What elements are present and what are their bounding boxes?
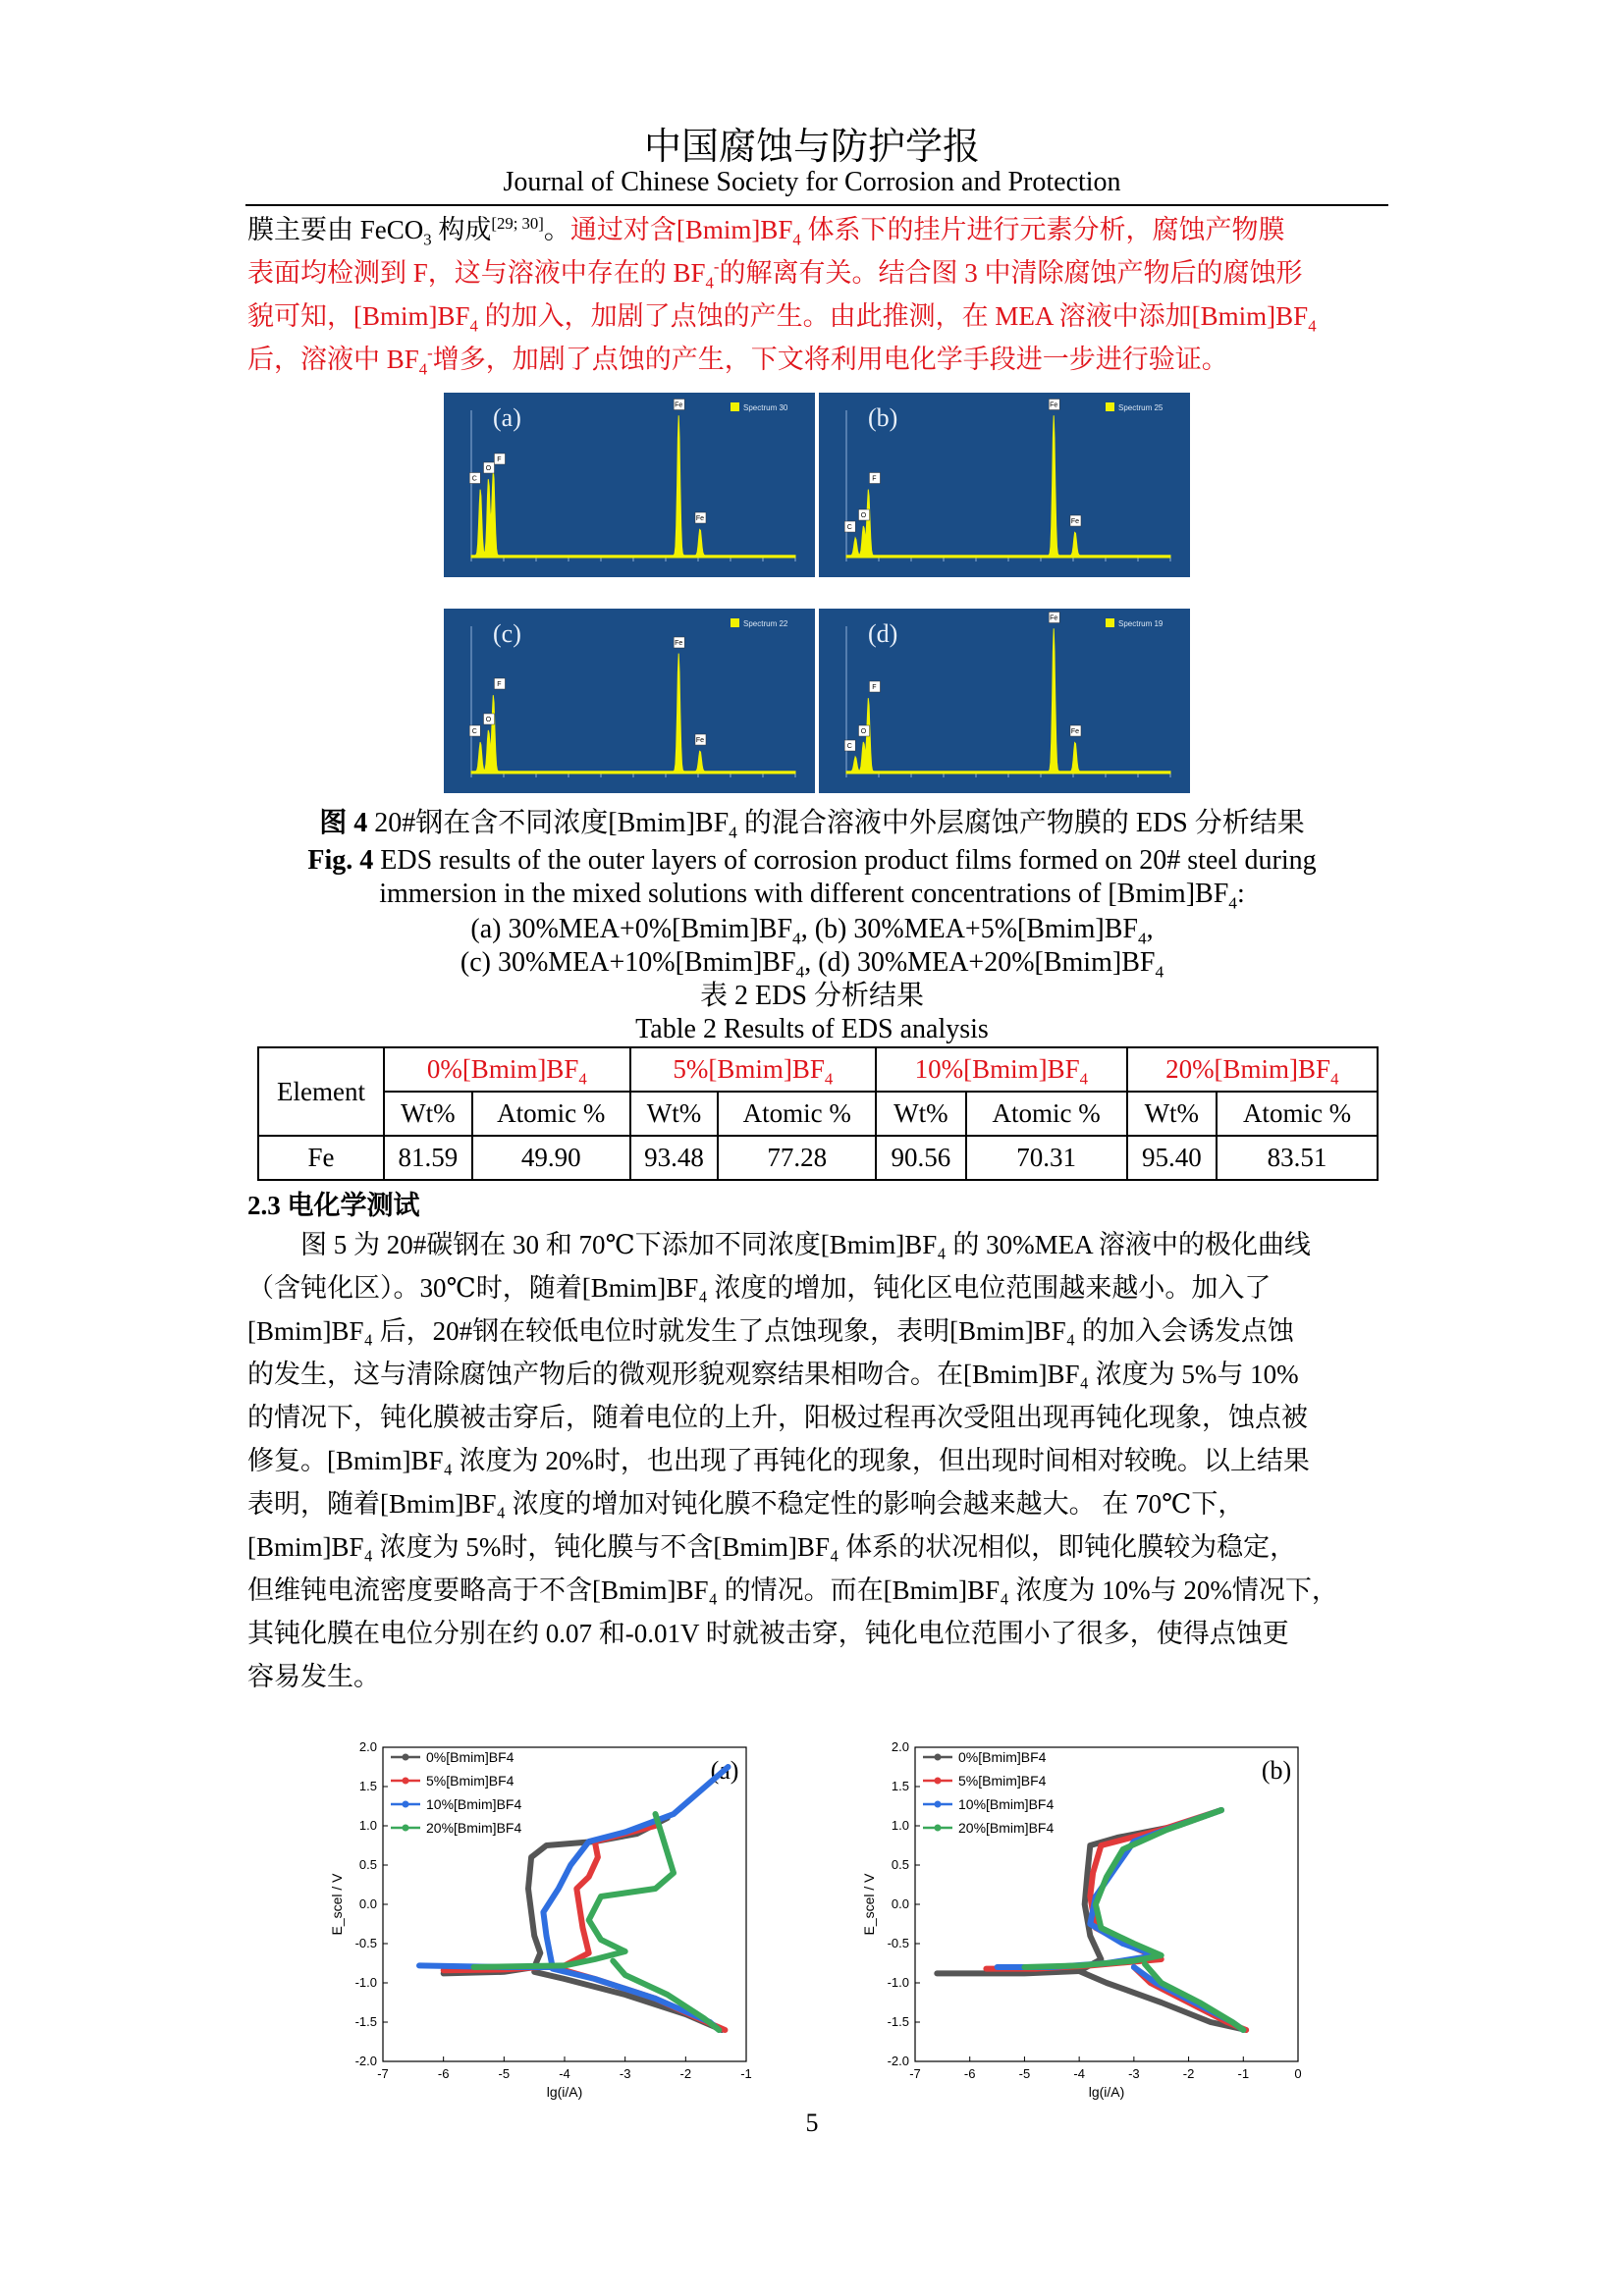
table2-title-en: Table 2 Results of EDS analysis (635, 1014, 989, 1044)
fig4-caption-cn: 图 4 20#钢在含不同浓度$[Bmim]BF_4$ 的混合溶液中外层腐蚀产物膜的 EDS 分析结果 (319, 808, 1305, 842)
eds-peak-label: O (860, 728, 867, 735)
fig4-caption-en-4: (c) $30\%MEA+10\%[Bmim]BF_4$, (d) $30\%MEA+20\%[Bmim]BF_4$ (460, 947, 1164, 982)
eds-peak-label: F (872, 475, 877, 483)
y-tick-label: 2.0 (891, 1739, 909, 1754)
eds-spectrum-trace (471, 654, 795, 774)
x-tick-label: -7 (377, 2066, 389, 2081)
legend-marker (403, 1754, 409, 1761)
legend-marker (403, 1778, 409, 1785)
sub-header: Wt% (1127, 1092, 1218, 1136)
y-tick-label: 1.0 (891, 1818, 909, 1833)
eds-peak-label: Fe (695, 737, 705, 744)
legend-marker (935, 1801, 942, 1808)
element-header: Element (258, 1047, 384, 1136)
group-header: $20\%[Bmim]BF_4$ (1127, 1047, 1378, 1092)
eds-panel-label: (a) (493, 403, 521, 432)
x-tick-label: -4 (559, 2066, 570, 2081)
y-axis-label: E_scel / V (329, 1873, 345, 1936)
eds-peak-label: F (497, 681, 502, 688)
x-tick-label: -5 (498, 2066, 511, 2081)
eds-spectrum (819, 609, 1190, 793)
eds-legend-swatch (731, 618, 739, 627)
series-anodic-line (474, 1814, 675, 1967)
body-line: 容易发生。 (247, 1662, 380, 1691)
x-tick-label: -2 (679, 2066, 692, 2081)
eds-spectrum-trace (846, 415, 1170, 558)
body-paragraph (247, 1223, 1388, 1698)
sub-header: Wt% (384, 1092, 472, 1136)
y-tick-label: 2.0 (358, 1739, 377, 1754)
legend-marker (935, 1754, 942, 1761)
eds-spectrum (819, 393, 1190, 577)
eds-peak-label: Fe (675, 401, 683, 409)
polarization-chart-a (314, 1718, 766, 2110)
table-cell: 49.90 (472, 1136, 630, 1180)
x-tick-label: -4 (1073, 2066, 1085, 2081)
body-line: [Bmim]BF₄ 浓度为 5%时，钝化膜与不含[Bmim]BF₄ 体系的状况相似，即钝化膜较为稳定， (247, 1532, 1297, 1562)
section-heading: 2.3 电化学测试 (247, 1191, 420, 1220)
x-tick-label: -5 (1018, 2066, 1031, 2081)
sub-header: Wt% (630, 1092, 719, 1136)
table-cell: 83.51 (1217, 1136, 1378, 1180)
eds-peak-label: C (846, 524, 852, 531)
legend-label: 10%[Bmim]BF4 (958, 1796, 1055, 1812)
table-cell: 70.31 (966, 1136, 1127, 1180)
eds-panel-b (819, 393, 1190, 577)
x-tick-label: -2 (1182, 2066, 1195, 2081)
body-line: 的情况下，钝化膜被击穿后，随着电位的上升，阳极过程再次受阻出现再钝化现象，蚀点被 (247, 1403, 1308, 1432)
eds-peak-label: Fe (675, 640, 683, 647)
body-line: 修复。[Bmim]BF₄ 浓度为 20%时，也出现了再钝化的现象，但出现时间相对较晚。以上结果 (247, 1446, 1310, 1475)
eds-legend-swatch (731, 402, 739, 411)
eds-spectrum-trace (846, 628, 1170, 774)
y-tick-label: -2.0 (887, 2054, 909, 2068)
y-tick-label: -2.0 (354, 2054, 377, 2068)
eds-panel-label: (d) (868, 619, 898, 648)
panel-label: (b) (1261, 1756, 1292, 1785)
y-tick-label: 0.5 (358, 1857, 377, 1872)
eds-panel-d (819, 609, 1190, 793)
body-line: 其钝化膜在电位分别在约 0.07 和-0.01V 时就被击穿，钝化电位范围小了很多，使得点蚀更 (247, 1619, 1289, 1648)
body-line: 图 5 为 20#碳钢在 30 和 70℃下添加不同浓度[Bmim]BF₄ 的 30%MEA 溶液中的极化曲线 (300, 1230, 1311, 1259)
body-line: 的发生，这与清除腐蚀产物后的微观形貌观察结果相吻合。在[Bmim]BF₄ 浓度为 5%与 10% (247, 1360, 1299, 1389)
para-line-1: 膜主要由 FeCO$_3$ 构成[29; 30]。通过对含$[Bmim]BF_4$ 体系下的挂片进行元素分析，腐蚀产物膜 (247, 214, 1285, 249)
sub-header: Atomic % (472, 1092, 630, 1136)
y-tick-label: 0.0 (891, 1896, 909, 1911)
legend-label: 5%[Bmim]BF4 (958, 1773, 1047, 1789)
eds-panel-label: (b) (868, 403, 898, 432)
fig4-caption-en-2: immersion in the mixed solutions with different concentrations of $[Bmim]BF_4$: (379, 879, 1245, 913)
table-cell: 90.56 (876, 1136, 966, 1180)
eds-legend-label: Spectrum 30 (743, 403, 788, 412)
eds-spectrum (444, 393, 815, 577)
legend-marker (403, 1825, 409, 1832)
eds-spectrum (444, 609, 815, 793)
y-tick-label: 1.5 (358, 1779, 377, 1793)
table-row (258, 1136, 1378, 1180)
eds-legend-swatch (1106, 402, 1114, 411)
eds-peak-label: O (860, 512, 867, 519)
x-tick-label: 0 (1294, 2066, 1302, 2081)
body-line: （含钝化区）。30℃时，随着[Bmim]BF₄ 浓度的增加，钝化区电位范围越来越小。加入了 (247, 1273, 1272, 1303)
x-tick-label: -6 (963, 2066, 976, 2081)
eds-peak-label: F (497, 456, 502, 463)
sub-header: Wt% (876, 1092, 966, 1136)
x-tick-label: -3 (619, 2066, 631, 2081)
fig4-caption-en-3: (a) $30\%MEA+0\%[Bmim]BF_4$, (b) $30\%MEA+5\%[Bmim]BF_4$, (470, 914, 1154, 948)
panel-label: (a) (710, 1756, 739, 1785)
x-tick-label: -3 (1128, 2066, 1140, 2081)
y-tick-label: 0.5 (891, 1857, 909, 1872)
x-axis-label: lg(i/A) (1088, 2084, 1125, 2100)
sub-header: Atomic % (1217, 1092, 1378, 1136)
legend-label: 0%[Bmim]BF4 (426, 1749, 514, 1765)
y-tick-label: -0.5 (887, 1936, 909, 1950)
eds-peak-label: Fe (1050, 614, 1058, 622)
y-tick-label: -1.5 (354, 2014, 377, 2029)
legend-label: 5%[Bmim]BF4 (426, 1773, 514, 1789)
group-header: $5\%[Bmim]BF_4$ (630, 1047, 877, 1092)
eds-peak-label: Fe (695, 515, 705, 522)
series-cathodic-line (1145, 1964, 1243, 2030)
para-line-3: 貌可知，$[Bmim]BF_4$ 的加入，加剧了点蚀的产生。由此推测，在 MEA 溶液中添加$[Bmim]BF_4$ (247, 301, 1317, 336)
eds-peak-label: Fe (1050, 401, 1058, 409)
y-tick-label: 0.0 (358, 1896, 377, 1911)
table-cell: 93.48 (630, 1136, 719, 1180)
eds-peak-label: C (471, 728, 477, 735)
group-header: $10\%[Bmim]BF_4$ (876, 1047, 1126, 1092)
eds-peak-label: O (485, 465, 492, 472)
eds-spectrum-trace (471, 415, 795, 558)
page-number: 5 (805, 2109, 819, 2137)
eds-peak-label: Fe (1070, 728, 1080, 735)
body-line: 表明，随着[Bmim]BF₄ 浓度的增加对钝化膜不稳定性的影响会越来越大。 在 70℃下， (247, 1489, 1245, 1519)
eds-peak-label: O (485, 717, 492, 723)
header-rule (245, 204, 1388, 206)
polarization-chart-b (846, 1718, 1318, 2110)
table-cell: 81.59 (384, 1136, 472, 1180)
y-tick-label: -0.5 (354, 1936, 377, 1950)
table2-title-cn: 表 2 EDS 分析结果 (700, 981, 924, 1011)
eds-peak-label: Fe (1070, 518, 1080, 525)
eds-peak-label: C (471, 475, 477, 483)
para-line-2: 表面均检测到 F，这与溶液中存在的 $BF_4^-$的解离有关。结合图 3 中清除腐蚀产物后的腐蚀形 (247, 257, 1303, 293)
y-tick-label: 1.0 (358, 1818, 377, 1833)
group-header: $0\%[Bmim]BF_4$ (384, 1047, 630, 1092)
y-tick-label: -1.5 (887, 2014, 909, 2029)
legend-marker (935, 1778, 942, 1785)
legend-label: 20%[Bmim]BF4 (426, 1820, 522, 1836)
x-tick-label: -6 (437, 2066, 450, 2081)
x-tick-label: -7 (909, 2066, 921, 2081)
body-line: [Bmim]BF₄ 后，20#钢在较低电位时就发生了点蚀现象，表明[Bmim]BF₄ 的加入会诱发点蚀 (247, 1316, 1294, 1346)
table-cell: 77.28 (718, 1136, 876, 1180)
legend-label: 0%[Bmim]BF4 (958, 1749, 1047, 1765)
fig4-caption-en-1: Fig. 4 EDS results of the outer layers of corrosion product films formed on 20# steel during (307, 845, 1317, 876)
x-tick-label: -1 (740, 2066, 752, 2081)
eds-panel-a (444, 393, 815, 577)
y-tick-label: -1.0 (354, 1975, 377, 1990)
legend-marker (403, 1801, 409, 1808)
y-tick-label: -1.0 (887, 1975, 909, 1990)
legend-marker (935, 1825, 942, 1832)
legend-label: 20%[Bmim]BF4 (958, 1820, 1055, 1836)
eds-panel-c (444, 609, 815, 793)
eds-peak-label: F (872, 684, 877, 691)
top-paragraph (247, 208, 1388, 381)
plot-frame (915, 1747, 1298, 2061)
eds-legend-label: Spectrum 19 (1118, 619, 1164, 628)
eds-table (257, 1046, 1379, 1181)
eds-legend-swatch (1106, 618, 1114, 627)
sub-header: Atomic % (718, 1092, 876, 1136)
row-label: Fe (258, 1136, 384, 1180)
x-tick-label: -1 (1237, 2066, 1250, 2081)
x-axis-label: lg(i/A) (546, 2084, 583, 2100)
sub-header: Atomic % (966, 1092, 1127, 1136)
table-cell: 95.40 (1127, 1136, 1218, 1180)
eds-legend-label: Spectrum 25 (1118, 403, 1164, 412)
para-line-4: 后，溶液中 $BF_4^-$增多，加剧了点蚀的产生，下文将利用电化学手段进一步进行验证。 (247, 344, 1228, 379)
y-axis-label: E_scel / V (861, 1873, 877, 1936)
series-cathodic-line (534, 1972, 722, 2030)
eds-peak-label: C (846, 743, 852, 750)
legend-label: 10%[Bmim]BF4 (426, 1796, 522, 1812)
journal-title-en: Journal of Chinese Society for Corrosion and Protection (503, 167, 1121, 197)
eds-legend-label: Spectrum 22 (743, 619, 788, 628)
eds-panel-label: (c) (493, 619, 521, 648)
journal-title-cn: 中国腐蚀与防护学报 (643, 127, 980, 168)
y-tick-label: 1.5 (891, 1779, 909, 1793)
body-line: 但维钝电流密度要略高于不含[Bmim]BF₄ 的情况。而在[Bmim]BF₄ 浓度为 10%与 20%情况下， (247, 1575, 1338, 1605)
